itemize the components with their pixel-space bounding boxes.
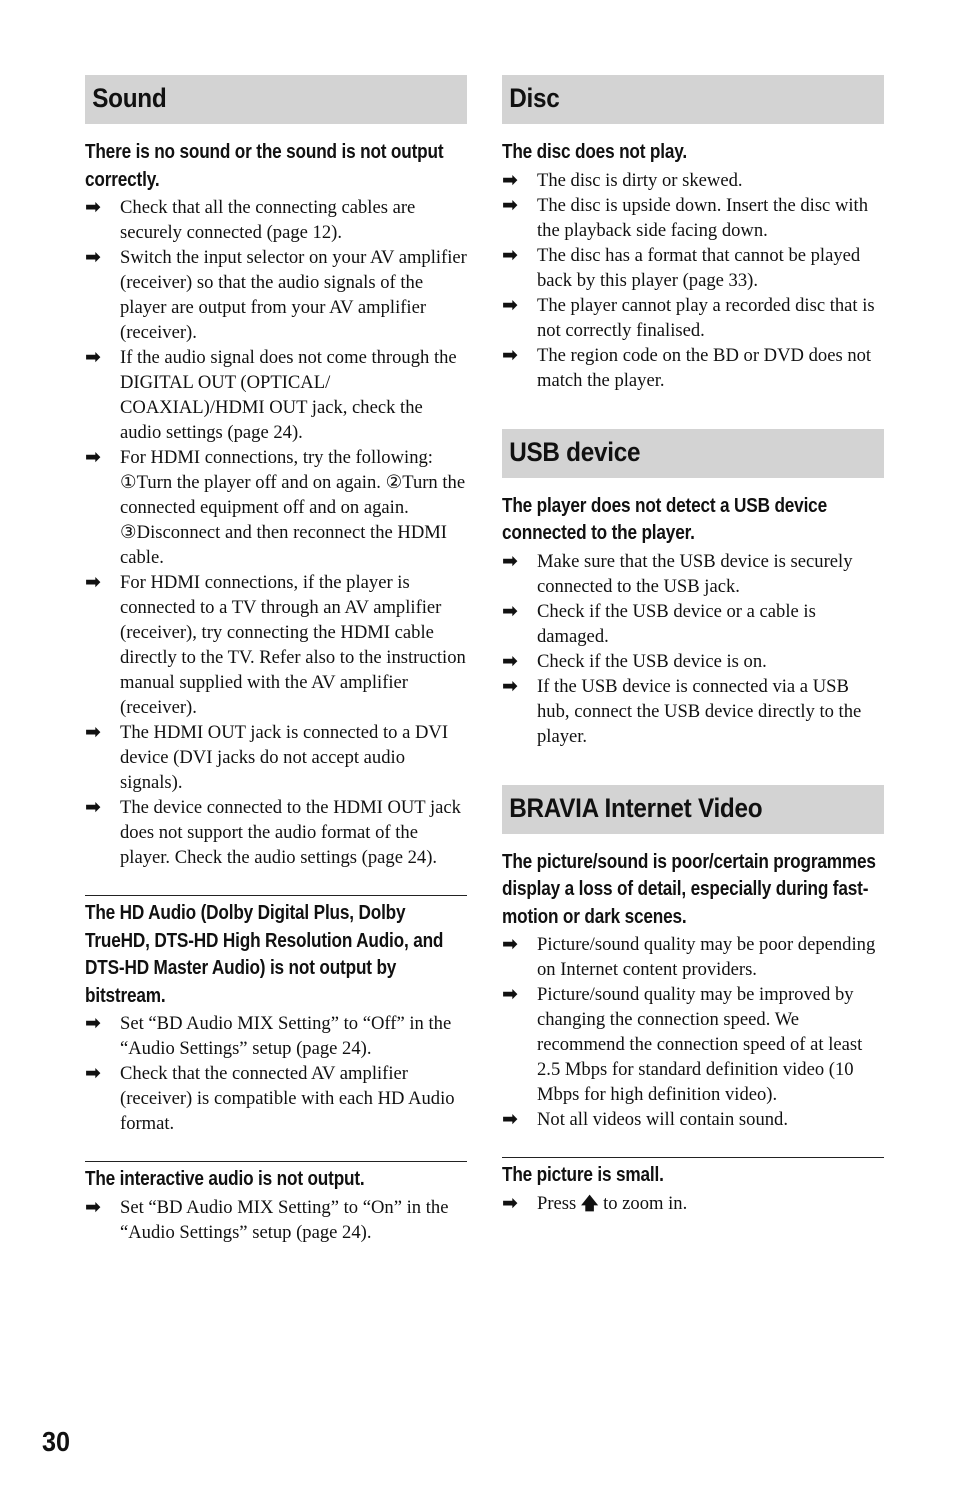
answer-item: ➡ If the USB device is connected via a USB hub, connect the USB device directly to the player. [502, 674, 862, 747]
answer-item: ➡ Check if the USB device is on. [502, 649, 767, 672]
right-arrow-icon: ➡ [502, 674, 518, 697]
right-arrow-icon: ➡ [85, 1195, 101, 1218]
right-arrow-icon: ➡ [85, 1062, 101, 1084]
answer-press-text: Press [537, 1192, 577, 1214]
right-arrow-icon: ➡ [502, 649, 518, 672]
answer-item: ➡ Make sure that the USB device is securely connected to the USB jack. [502, 549, 853, 597]
section-heading-bravia: BRAVIA Internet Video [502, 785, 846, 834]
right-arrow-icon: ➡ [85, 796, 101, 818]
section-heading-sound: Sound [85, 75, 429, 124]
issue-hd-audio [85, 895, 467, 1136]
answer-item: ➡ The region code on the BD or DVD does not match the player. [502, 343, 872, 391]
right-arrow-icon: ➡ [85, 446, 101, 468]
answer-item: ➡ Picture/sound quality may be poor depending on Internet content providers. [502, 933, 876, 980]
answer-item: ➡ If the audio signal does not come through the DIGITAL OUT (OPTICAL/ COAXIAL)/HDMI OUT jack, check the audio settings (page 24). [85, 346, 457, 443]
right-arrow-icon: ➡ [502, 1108, 518, 1130]
answer-rest-text: to zoom in. [603, 1192, 688, 1214]
answer-item: ➡ Set “BD Audio MIX Setting” to “On” in the “Audio Settings” setup (page 24). [85, 1195, 449, 1243]
answer-item: ➡ Picture/sound quality may be improved by changing the connection speed. We recommend the connection speed of at least 2.5 Mbps for standard definition video (10 Mbps for high definition video). [502, 983, 863, 1105]
answer-item: ➡ The disc is dirty or skewed. [502, 168, 743, 191]
left-column [85, 75, 467, 1245]
issue-title: The HD Audio (Dolby Digital Plus, Dolby TrueHD, DTS-HD High Resolution Audio, and DTS-HD Master Audio) is not output by bitstream. [85, 902, 444, 1007]
right-arrow-icon: ➡ [85, 196, 101, 218]
answer-item: ➡ The disc is upside down. Insert the disc with the playback side facing down. [502, 193, 869, 241]
answer-item [502, 1191, 884, 1217]
answer-item: ➡ The HDMI OUT jack is connected to a DVI device (DVI jacks do not accept audio signals). [85, 721, 449, 793]
section-heading-disc: Disc [502, 75, 846, 124]
right-arrow-icon: ➡ [85, 571, 101, 593]
right-arrow-icon: ➡ [85, 1012, 101, 1034]
right-arrow-icon: ➡ [502, 243, 518, 266]
issue-disc-not-play [502, 139, 884, 393]
answer-item: ➡ For HDMI connections, if the player is connected to a TV through an AV amplifier (receiver), try connecting the HDMI cable directly to the TV. Refer also to the instruction manual supplied with the AV amplifier (receiver). [85, 571, 466, 718]
answer-item: ➡ The player cannot play a recorded disc that is not correctly finalised. [502, 293, 875, 341]
right-arrow-icon: ➡ [502, 983, 518, 1005]
right-arrow-icon: ➡ [502, 168, 518, 191]
right-arrow-icon: ➡ [502, 293, 518, 316]
answer-item: ➡ The device connected to the HDMI OUT jack does not support the audio format of the player. Check the audio settings (page 24). [85, 796, 461, 868]
answer-item: ➡ Check that all the connecting cables are securely connected (page 12). [85, 196, 416, 243]
answer-item: ➡ Set “BD Audio MIX Setting” to “Off” in the “Audio Settings” setup (page 24). [85, 1012, 452, 1059]
answer-item: ➡ Check that the connected AV amplifier (receiver) is compatible with each HD Audio format. [85, 1062, 455, 1134]
answer-item: ➡ Switch the input selector on your AV amplifier (receiver) so that the audio signals of the player are output from your AV amplifier (receiver). [85, 246, 467, 343]
up-arrow-icon: 🡅 [580, 1193, 599, 1214]
issue-title: There is no sound or the sound is not output correctly. [85, 141, 444, 191]
issue-picture-sound-poor [502, 849, 884, 1133]
right-arrow-icon: ➡ [502, 1191, 518, 1214]
right-arrow-icon: ➡ [502, 599, 518, 622]
right-arrow-icon: ➡ [85, 346, 101, 368]
right-column [502, 75, 884, 1217]
right-arrow-icon: ➡ [85, 721, 101, 743]
issue-title: The interactive audio is not output. [85, 1168, 365, 1190]
answer-item: ➡ Check if the USB device or a cable is damaged. [502, 599, 816, 647]
issue-no-sound [85, 139, 467, 870]
right-arrow-icon: ➡ [502, 933, 518, 955]
answer-item: ➡ For HDMI connections, try the following: ①Turn the player off and on again. ②Turn the connected equipment off and on again. ③Disconnect and then reconnect the HDMI cable. [85, 446, 466, 568]
answer-item: ➡ The disc has a format that cannot be played back by this player (page 33). [502, 243, 861, 291]
issue-title: The player does not detect a USB device connected to the player. [502, 494, 827, 544]
issue-title: The disc does not play. [502, 141, 687, 163]
issue-picture-small [502, 1157, 884, 1217]
issue-usb-not-detected [502, 493, 884, 749]
page-number: 30 [42, 1426, 71, 1457]
issue-title: The picture/sound is poor/certain programmes display a loss of detail, especially during fast-motion or dark scenes. [502, 850, 876, 928]
issue-title: The picture is small. [502, 1164, 664, 1186]
section-heading-usb: USB device [502, 429, 846, 478]
right-arrow-icon: ➡ [502, 549, 518, 572]
right-arrow-icon: ➡ [502, 193, 518, 216]
answer-item: ➡ Not all videos will contain sound. [502, 1108, 788, 1130]
right-arrow-icon: ➡ [85, 246, 101, 268]
issue-interactive-audio [85, 1161, 467, 1245]
right-arrow-icon: ➡ [502, 343, 518, 366]
